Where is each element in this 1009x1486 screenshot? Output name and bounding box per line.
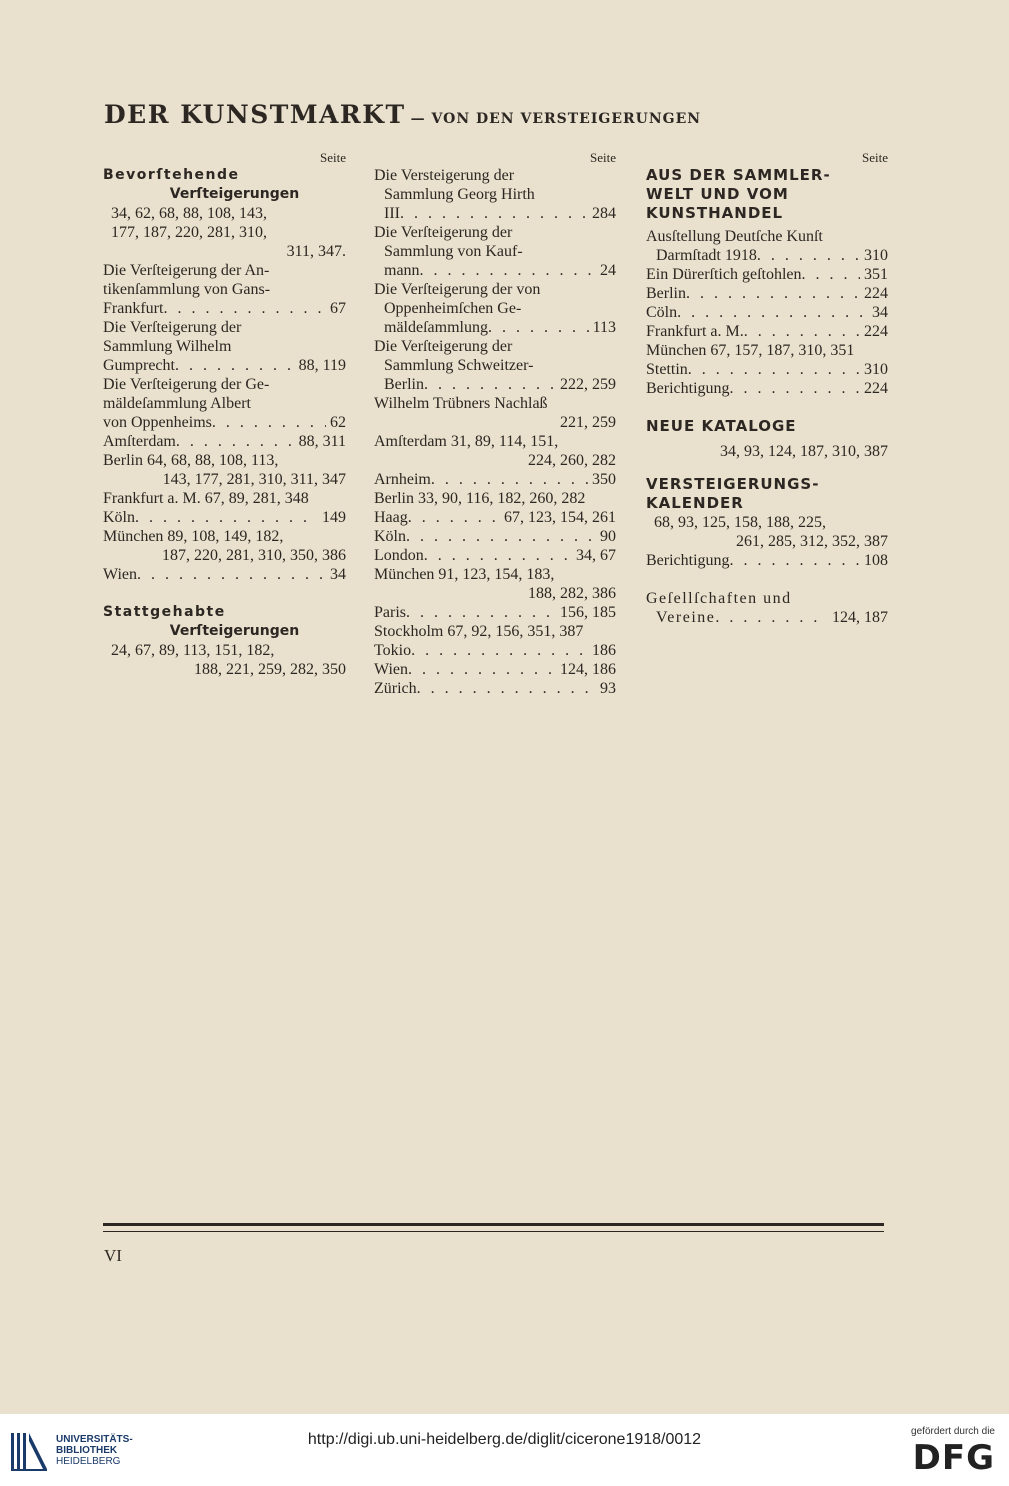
entry-label: von Oppenheims <box>103 414 212 431</box>
index-entry <box>374 508 616 527</box>
entry-page: 350 <box>592 471 616 488</box>
entry-label: III <box>384 205 400 222</box>
entry-label: Zürich <box>374 680 417 697</box>
index-entry <box>374 679 616 698</box>
index-entry: Amſterdam 31, 89, 114, 151, <box>374 433 559 450</box>
entry-page: 224 <box>864 285 888 302</box>
entry-label: Berichtigung <box>646 380 730 397</box>
index-entry <box>374 318 616 337</box>
index-entry: München 91, 123, 154, 183, <box>374 566 555 583</box>
index-column-3 <box>646 149 888 627</box>
index-entry: Sammlung Wilhelm <box>103 338 232 355</box>
entry-label: Köln <box>374 528 406 545</box>
index-entry <box>646 360 888 379</box>
entry-label: Wien <box>103 566 138 583</box>
seite-label: Seite <box>320 150 346 165</box>
entry-label: mäldeſammlung <box>384 319 488 336</box>
page-numbers: 311, 347. <box>286 243 346 260</box>
entry-page: 67, 123, 154, 261 <box>504 509 616 526</box>
index-entry: Ausſtellung Deutſche Kunſt <box>646 228 823 245</box>
index-entry <box>646 551 888 570</box>
index-entry <box>646 284 888 303</box>
index-entry: Berlin 33, 90, 116, 182, 260, 282 <box>374 490 586 507</box>
section-heading: Bevorſtehende <box>103 167 240 183</box>
seite-label: Seite <box>862 150 888 165</box>
page-numbers: 177, 187, 220, 281, 310, <box>111 224 267 241</box>
entry-label: Ein Dürerſtich geſtohlen <box>646 266 802 283</box>
entry-label: Berlin <box>646 285 686 302</box>
index-entry <box>374 546 616 565</box>
section-heading: WELT UND VOM <box>646 185 789 203</box>
entry-page: 93 <box>600 680 616 697</box>
viewer-footer <box>0 1414 1009 1486</box>
section-heading: KALENDER <box>646 494 744 512</box>
index-entry: Die Verſteigerung der Ge- <box>103 376 270 393</box>
index-entry: München 67, 157, 187, 310, 351 <box>646 342 855 359</box>
entry-label: Berichtigung <box>646 552 730 569</box>
page-numbers: 34, 93, 124, 187, 310, 387 <box>720 443 888 460</box>
page-numbers: 34, 62, 68, 88, 108, 143, <box>111 205 267 222</box>
index-entry <box>646 265 888 284</box>
index-entry <box>103 413 346 432</box>
index-entry: Sammlung Schweitzer- <box>384 357 534 374</box>
entry-page: 113 <box>592 319 616 336</box>
page-title <box>104 100 701 129</box>
library-name-line: HEIDELBERG <box>56 1456 121 1467</box>
index-entry: Die Verſteigerung der <box>374 338 513 355</box>
entry-page: 224 <box>864 323 888 340</box>
entry-page: 310 <box>864 247 888 264</box>
entry-page: 186 <box>592 642 616 659</box>
page-numbers: 188, 282, 386 <box>528 585 616 602</box>
footer-rule-thin <box>103 1231 884 1232</box>
index-entry <box>646 608 888 627</box>
index-entry <box>103 299 346 318</box>
page-numbers: 24, 67, 89, 113, 151, 182, <box>111 642 275 659</box>
entry-page: 156, 185 <box>560 604 616 621</box>
index-entry <box>374 261 616 280</box>
index-entry <box>374 603 616 622</box>
dfg-logo: DFG <box>912 1438 995 1478</box>
library-name-line: BIBLIOTHEK <box>56 1445 118 1456</box>
entry-label: Stettin <box>646 361 688 378</box>
section-heading: Verſteigerungen <box>169 623 300 639</box>
page-numbers: 187, 220, 281, 310, 350, 386 <box>162 547 346 564</box>
entry-page: 34 <box>872 304 888 321</box>
entry-label: Gumprecht <box>103 357 175 374</box>
index-entry <box>646 379 888 398</box>
index-entry: Berlin 64, 68, 88, 108, 113, <box>103 452 279 469</box>
index-column-1 <box>103 149 346 679</box>
entry-label: Paris <box>374 604 406 621</box>
index-entry <box>103 508 346 527</box>
entry-page: 124, 187 <box>832 609 888 626</box>
index-entry: Stockholm 67, 92, 156, 351, 387 <box>374 623 584 640</box>
source-url-link[interactable]: http://digi.ub.uni-heidelberg.de/diglit/cicerone1918/0012 <box>307 1431 702 1448</box>
page-numbers: 143, 177, 281, 310, 311, 347 <box>162 471 346 488</box>
index-column-2 <box>374 149 616 698</box>
index-entry: Die Verſteigerung der <box>374 224 513 241</box>
entry-page: 149 <box>322 509 346 526</box>
index-entry <box>374 641 616 660</box>
index-entry <box>646 303 888 322</box>
index-entry <box>646 322 888 341</box>
page-numbers: 188, 221, 259, 282, 350 <box>194 661 346 678</box>
section-heading: NEUE KATALOGE <box>646 417 797 435</box>
index-entry: Die Verſteigerung der von <box>374 281 541 298</box>
entry-page: 88, 311 <box>298 433 346 450</box>
index-entry: Sammlung Georg Hirth <box>384 186 535 203</box>
section-heading: Verſteigerungen <box>169 186 300 202</box>
index-entry: Die Verſteigerung der An- <box>103 262 270 279</box>
section-heading: KUNSTHANDEL <box>646 204 784 222</box>
page-numbers: 68, 93, 125, 158, 188, 225, <box>654 514 826 531</box>
entry-page: 124, 186 <box>560 661 616 678</box>
entry-page: 67 <box>330 300 346 317</box>
index-entry <box>103 356 346 375</box>
funding-note: gefördert durch die <box>911 1426 995 1437</box>
entry-page: 62 <box>330 414 346 431</box>
entry-page: 88, 119 <box>298 357 346 374</box>
section-heading: AUS DER SAMMLER- <box>646 166 831 184</box>
index-entry: Oppenheimſchen Ge- <box>384 300 522 317</box>
page-folio: VI <box>104 1246 122 1265</box>
entry-page: 351 <box>864 266 888 283</box>
entry-label: Arnheim <box>374 471 431 488</box>
index-entry: Frankfurt a. M. 67, 89, 281, 348 <box>103 490 309 507</box>
entry-page: 34, 67 <box>576 547 616 564</box>
entry-label: Berlin <box>384 376 424 393</box>
index-entry: tikenſammlung von Gans- <box>103 281 271 298</box>
index-entry: Geſellſchaften und <box>646 590 792 607</box>
page-numbers: 221, 259 <box>560 414 616 431</box>
entry-label: Haag <box>374 509 408 526</box>
entry-label: Frankfurt a. M. <box>646 323 744 340</box>
index-entry <box>374 375 616 394</box>
index-entry: Die Verſteigerung der <box>103 319 242 336</box>
entry-label: Frankfurt <box>103 300 164 317</box>
entry-label: Wien <box>374 661 409 678</box>
index-entry <box>103 565 346 584</box>
entry-page: 24 <box>600 262 616 279</box>
index-entry <box>374 204 616 223</box>
entry-page: 310 <box>864 361 888 378</box>
title-main: DER KUNSTMARKT <box>104 100 406 129</box>
title-sub: — VON DEN VERSTEIGERUNGEN <box>410 111 702 127</box>
index-entry: Wilhelm Trübners Nachlaß <box>374 395 548 412</box>
entry-page: 108 <box>864 552 888 569</box>
footer-rule-thick <box>103 1223 884 1226</box>
index-entry <box>374 470 616 489</box>
entry-label: Amſterdam <box>103 433 176 450</box>
entry-label: London <box>374 547 424 564</box>
entry-label: mann <box>384 262 420 279</box>
index-entry: Die Versteigerung der <box>374 167 515 184</box>
entry-page: 224 <box>864 380 888 397</box>
entry-label: Vereine <box>656 609 716 626</box>
index-entry: mäldeſammlung Albert <box>103 395 251 412</box>
index-entry <box>374 660 616 679</box>
seite-label: Seite <box>590 150 616 165</box>
entry-page: 222, 259 <box>560 376 616 393</box>
entry-label: Köln <box>103 509 135 526</box>
page-numbers: 261, 285, 312, 352, 387 <box>736 533 888 550</box>
entry-label: Darmſtadt 1918 <box>656 247 757 264</box>
entry-label: Tokio <box>374 642 412 659</box>
entry-page: 34 <box>330 566 346 583</box>
page-numbers: 224, 260, 282 <box>528 452 616 469</box>
index-entry <box>646 246 888 265</box>
entry-label: Cöln <box>646 304 678 321</box>
index-entry: München 89, 108, 149, 182, <box>103 528 284 545</box>
entry-page: 90 <box>600 528 616 545</box>
library-name-line: UNIVERSITÄTS- <box>56 1434 133 1445</box>
index-entry: Sammlung von Kauf- <box>384 243 523 260</box>
entry-page: 284 <box>592 205 616 222</box>
section-heading: VERSTEIGERUNGS- <box>646 475 820 493</box>
index-entry <box>374 527 616 546</box>
index-entry <box>103 432 346 451</box>
section-heading: Stattgehabte <box>103 604 226 620</box>
